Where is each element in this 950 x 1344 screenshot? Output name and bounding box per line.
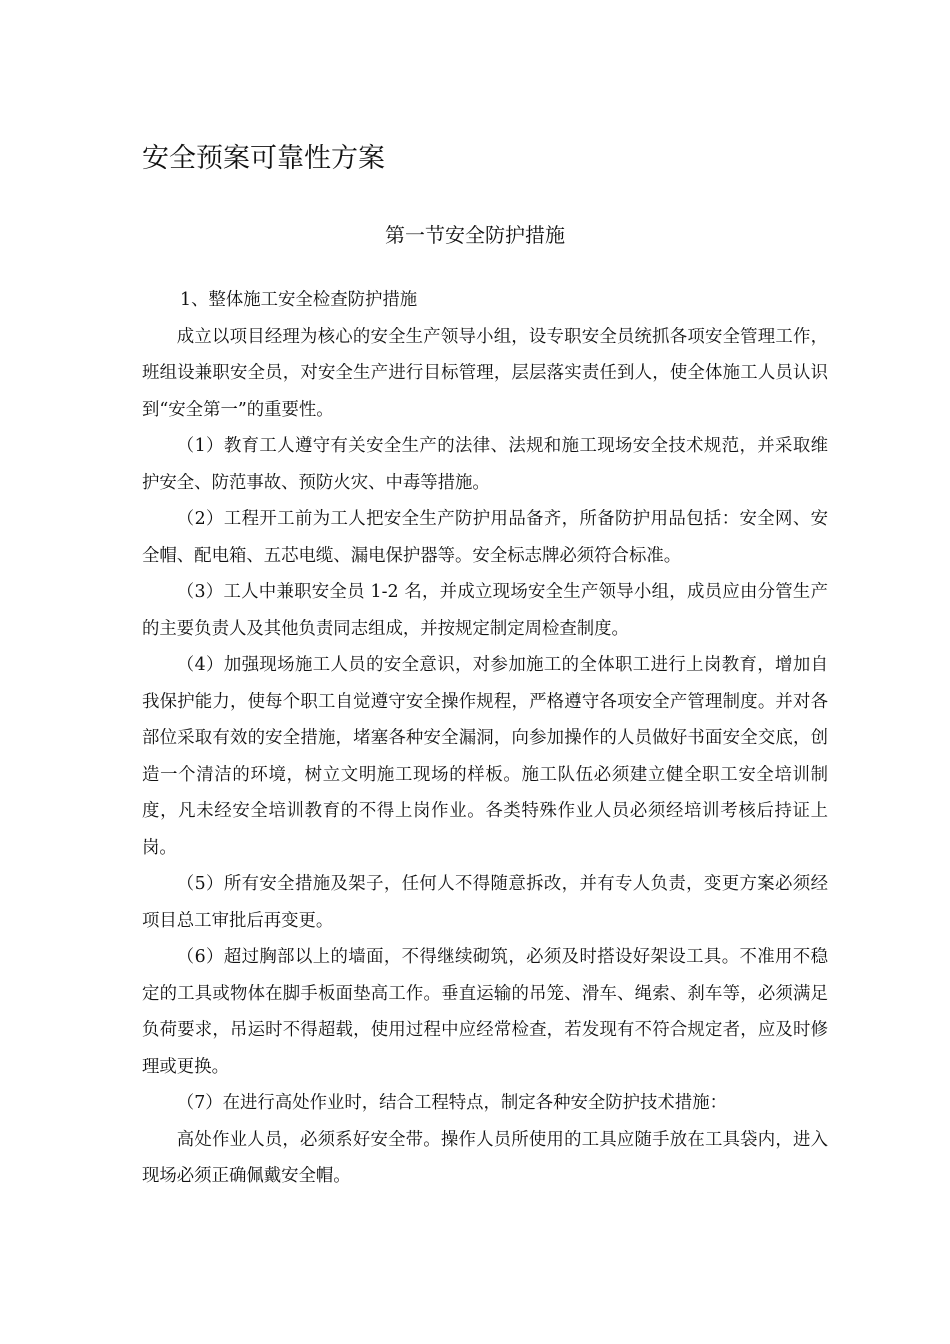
document-title: 安全预案可靠性方案 [142,143,385,174]
paragraph: 成立以项目经理为核心的安全生产领导小组，设专职安全员统抓各项安全管理工作，班组设兼职安全员，对安全生产进行目标管理，层层落实责任到人，使全体施工人员认识到“安全第一”的重要性。 [142,326,828,420]
paragraph: （3）工人中兼职安全员 1-2 名，并成立现场安全生产领导小组，成员应由分管生产的主要负责人及其他负责同志组成，并按规定制定周检查制度。 [142,582,828,639]
paragraph: （2）工程开工前为工人把安全生产防护用品备齐，所备防护用品包括：安全网、安全帽、配电箱、五芯电缆、漏电保护器等。安全标志牌必须符合标准。 [142,509,828,566]
paragraph: （1）教育工人遵守有关安全生产的法律、法规和施工现场安全技术规范，并采取维护安全、防范事故、预防火灾、中毒等措施。 [142,436,828,493]
document-body [142,282,828,1195]
paragraph: （6）超过胸部以上的墙面，不得继续砌筑，必须及时搭设好架设工具。不准用不稳定的工具或物体在脚手板面垫高工作。垂直运输的吊笼、滑车、绳索、刹车等，必须满足负荷要求，吊运时不得超载，使用过程中应经常检查，若发现有不符合规定者，应及时修理或更换。 [142,947,828,1077]
item-heading: 1、整体施工安全检查防护措施 [180,290,418,310]
section-title: 第一节安全防护措施 [385,223,565,247]
paragraph: 高处作业人员，必须系好安全带。操作人员所使用的工具应随手放在工具袋内，进入现场必须正确佩戴安全帽。 [142,1129,828,1186]
paragraph: （7）在进行高处作业时，结合工程特点，制定各种安全防护技术措施： [176,1093,727,1113]
paragraph: （5）所有安全措施及架子，任何人不得随意拆改，并有专人负责，变更方案必须经项目总工审批后再变更。 [142,874,828,931]
paragraph: （4）加强现场施工人员的安全意识，对参加施工的全体职工进行上岗教育，增加自我保护能力，使每个职工自觉遵守安全操作规程，严格遵守各项安全产管理制度。并对各部位采取有效的安全措施，堵塞各种安全漏洞，向参加操作的人员做好书面安全交底，创造一个清洁的环境，树立文明施工现场的样板。施工队伍必须建立健全职工安全培训制度，凡未经安全培训教育的不得上岗作业。各类特殊作业人员必须经培训考核后持证上岗。 [142,655,828,858]
